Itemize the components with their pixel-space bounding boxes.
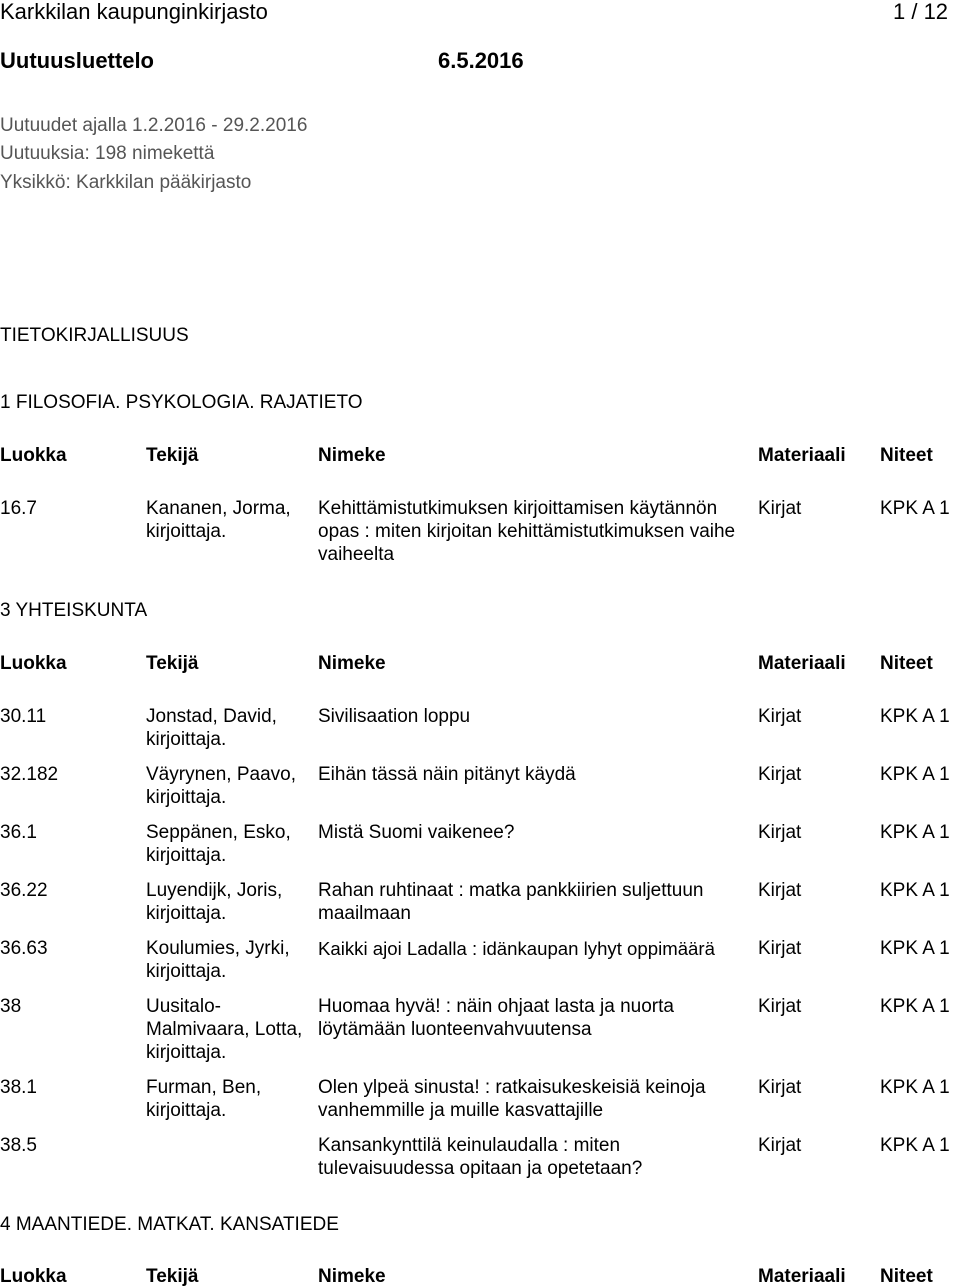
cell-materiaali: Kirjat [758, 764, 802, 785]
cell-tekija: Seppänen, Esko, kirjoittaja. [146, 822, 291, 866]
cell-luokka: 36.22 [0, 880, 48, 901]
section-heading: 4 MAANTIEDE. MATKAT. KANSATIEDE [0, 1214, 339, 1235]
cell-tekija: Furman, Ben, kirjoittaja. [146, 1077, 262, 1121]
cell-luokka: 16.7 [0, 498, 37, 519]
table-row [0, 937, 960, 995]
table-row [0, 1076, 960, 1134]
cell-luokka: 38.1 [0, 1077, 37, 1098]
section-heading: 3 YHTEISKUNTA [0, 600, 148, 621]
unit-text: Yksikkö: Karkkilan pääkirjasto [0, 172, 252, 193]
cell-nimeke: Kansankynttilä keinulaudalla : miten tulevaisuudessa opitaan ja opetetaan? [318, 1135, 643, 1179]
col-luokka: Luokka [0, 445, 67, 466]
cell-nimeke: Kehittämistutkimuksen kirjoittamisen käytännön opas : miten kirjoitan kehittämistutkimuksen vaihe vaiheelta [318, 498, 736, 565]
cell-nimeke: Eihän tässä näin pitänyt käydä [318, 764, 576, 785]
cell-luokka: 38.5 [0, 1135, 37, 1156]
col-niteet: Niteet [880, 445, 933, 466]
col-tekija: Tekijä [146, 1266, 199, 1287]
cell-niteet: KPK A 1 [880, 706, 950, 727]
library-name: Karkkilan kaupunginkirjasto [0, 0, 268, 24]
cell-niteet: KPK A 1 [880, 938, 950, 959]
col-luokka: Luokka [0, 653, 67, 674]
cell-niteet: KPK A 1 [880, 880, 950, 901]
col-niteet: Niteet [880, 653, 933, 674]
cell-niteet: KPK A 1 [880, 996, 950, 1017]
cell-luokka: 30.11 [0, 706, 47, 727]
cell-niteet: KPK A 1 [880, 764, 950, 785]
cell-materiaali: Kirjat [758, 938, 802, 959]
period-text: Uutuudet ajalla 1.2.2016 - 29.2.2016 [0, 115, 308, 136]
col-materiaali: Materiaali [758, 1266, 846, 1287]
cell-luokka: 36.63 [0, 938, 48, 959]
cell-tekija: Uusitalo-Malmivaara, Lotta, kirjoittaja. [146, 996, 303, 1063]
cell-niteet: KPK A 1 [880, 822, 950, 843]
col-materiaali: Materiaali [758, 653, 846, 674]
table-row [0, 879, 960, 937]
cell-nimeke: Sivilisaation loppu [318, 706, 471, 727]
table-row [0, 1134, 960, 1192]
table-row [0, 995, 960, 1075]
col-nimeke: Nimeke [318, 1266, 386, 1287]
table-row [0, 821, 960, 879]
col-luokka: Luokka [0, 1266, 67, 1287]
cell-niteet: KPK A 1 [880, 1135, 950, 1156]
cell-niteet: KPK A 1 [880, 1077, 950, 1098]
page-number: 1 / 12 [893, 0, 949, 24]
table-row [0, 705, 960, 763]
table-row [0, 497, 960, 565]
table-row [0, 763, 960, 821]
cell-luokka: 36.1 [0, 822, 37, 843]
cell-tekija: Koulumies, Jyrki, kirjoittaja. [146, 938, 290, 982]
count-text: Uutuuksia: 198 nimekettä [0, 143, 215, 164]
cell-nimeke: Huomaa hyvä! : näin ohjaat lasta ja nuorta löytämään luonteenvahvuutensa [318, 996, 674, 1040]
cell-materiaali: Kirjat [758, 996, 802, 1017]
cell-luokka: 38 [0, 996, 22, 1017]
col-tekija: Tekijä [146, 445, 199, 466]
cell-materiaali: Kirjat [758, 498, 802, 519]
cell-materiaali: Kirjat [758, 1135, 802, 1156]
col-niteet: Niteet [880, 1266, 933, 1287]
cell-materiaali: Kirjat [758, 706, 802, 727]
cell-materiaali: Kirjat [758, 880, 802, 901]
cell-materiaali: Kirjat [758, 1077, 802, 1098]
category-heading: TIETOKIRJALLISUUS [0, 325, 189, 346]
cell-tekija: Jonstad, David, kirjoittaja. [146, 706, 277, 750]
cell-niteet: KPK A 1 [880, 498, 950, 519]
col-nimeke: Nimeke [318, 445, 386, 466]
cell-nimeke: Mistä Suomi vaikenee? [318, 822, 515, 843]
document-date: 6.5.2016 [438, 48, 524, 73]
cell-nimeke: Rahan ruhtinaat : matka pankkiirien suljettuun maailmaan [318, 880, 704, 924]
cell-tekija: Kananen, Jorma, kirjoittaja. [146, 498, 291, 542]
section-heading: 1 FILOSOFIA. PSYKOLOGIA. RAJATIETO [0, 392, 363, 413]
cell-nimeke: Kaikki ajoi Ladalla : idänkaupan lyhyt oppimäärä [318, 938, 715, 959]
cell-nimeke: Olen ylpeä sinusta! : ratkaisukeskeisiä keinoja vanhemmille ja muille kasvattajille [318, 1077, 706, 1121]
col-tekija: Tekijä [146, 653, 199, 674]
cell-luokka: 32.182 [0, 764, 59, 785]
cell-materiaali: Kirjat [758, 822, 802, 843]
document-title: Uutuusluettelo [0, 48, 154, 73]
cell-tekija: Väyrynen, Paavo, kirjoittaja. [146, 764, 296, 808]
col-materiaali: Materiaali [758, 445, 846, 466]
col-nimeke: Nimeke [318, 653, 386, 674]
cell-tekija: Luyendijk, Joris, kirjoittaja. [146, 880, 283, 924]
